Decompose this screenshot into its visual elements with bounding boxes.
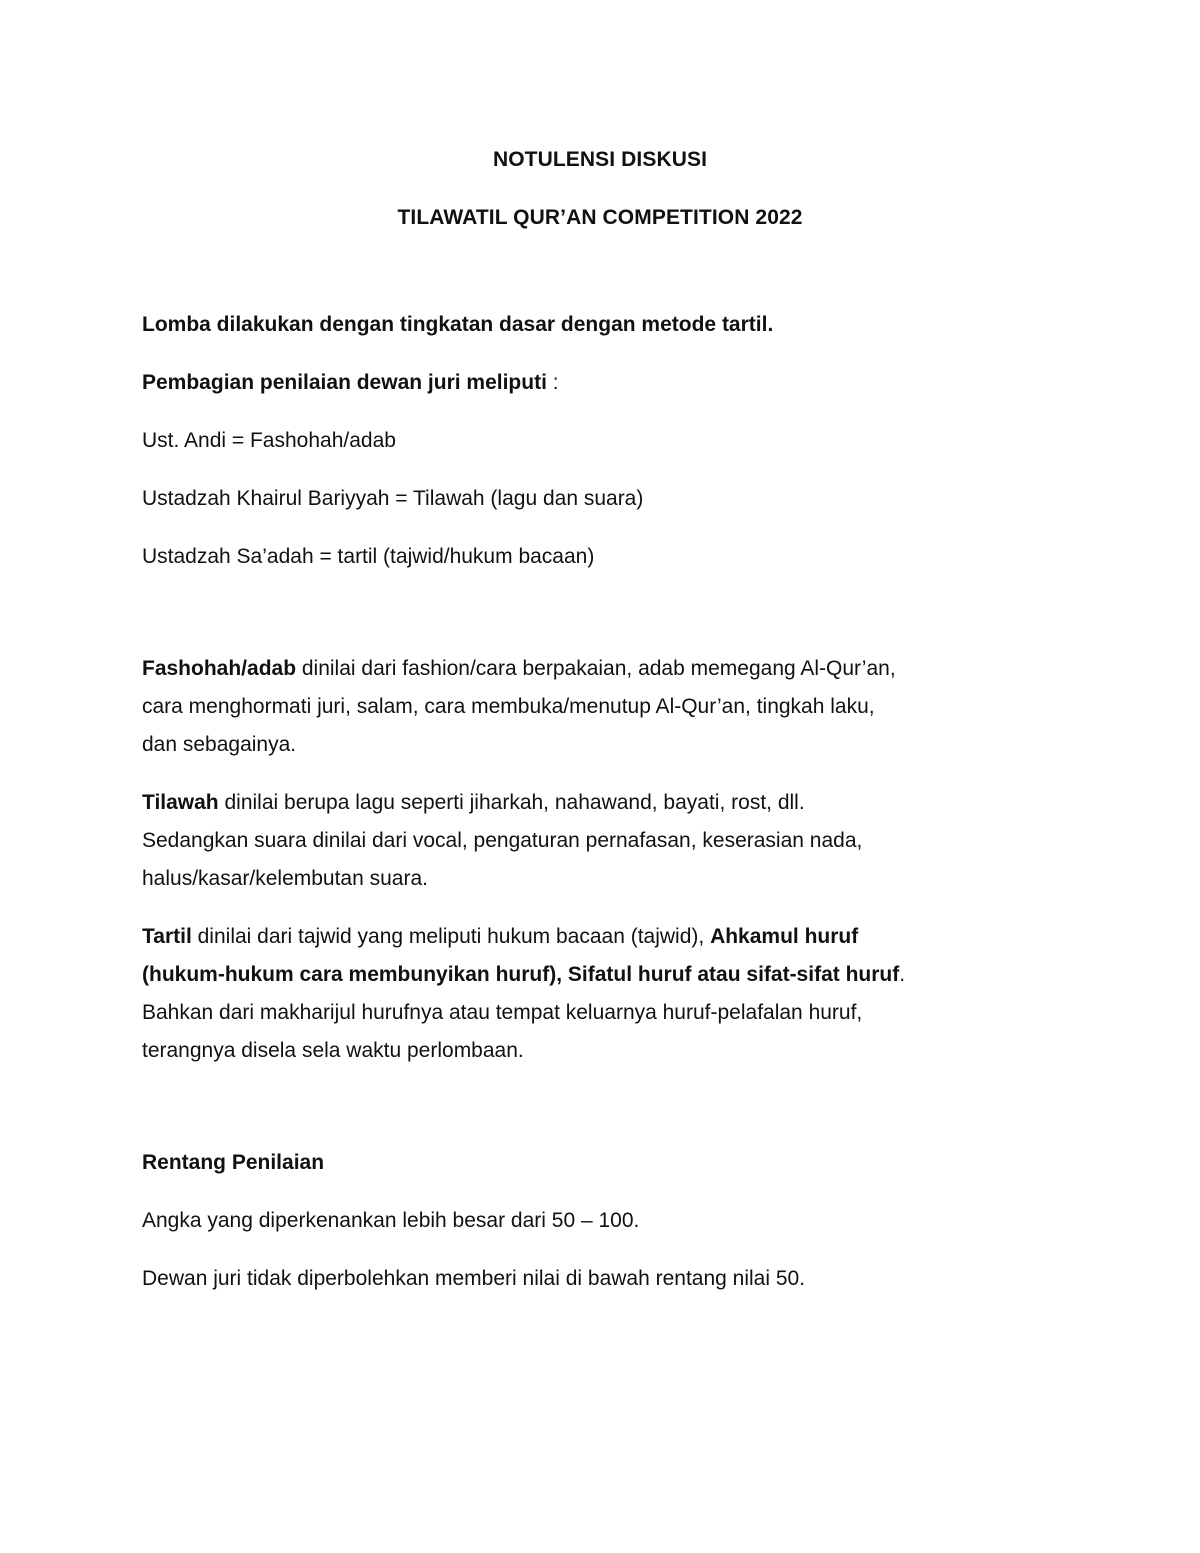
judge-item-3: Ustadzah Sa’adah = tartil (tajwid/hukum bacaan) <box>142 545 595 568</box>
fashohah-line-1-rest: dinilai dari fashion/cara berpakaian, adab memegang Al-Qur’an, <box>296 657 896 680</box>
document-title: NOTULENSI DISKUSI <box>492 148 708 171</box>
tartil-line-2 <box>142 956 1062 994</box>
tartil-line-4: terangnya disela sela waktu perlombaan. <box>142 1039 524 1062</box>
tilawah-term: Tilawah <box>142 791 219 814</box>
intro-line-2 <box>142 364 1062 402</box>
tilawah-paragraph <box>142 784 1062 898</box>
tilawah-line-3: halus/kasar/kelembutan suara. <box>142 867 428 890</box>
fashohah-line-1 <box>142 650 1062 688</box>
tilawah-line-1 <box>142 784 1062 822</box>
document-subtitle: TILAWATIL QUR’AN COMPETITION 2022 <box>397 206 803 229</box>
fashohah-term: Fashohah/adab <box>142 657 297 680</box>
tartil-line-3: Bahkan dari makharijul hurufnya atau tempat keluarnya huruf-pelafalan huruf, <box>142 1001 863 1024</box>
tartil-term: Tartil <box>142 925 192 948</box>
tartil-line-1-rest: dinilai dari tajwid yang meliputi hukum bacaan (tajwid), <box>191 925 711 948</box>
tartil-line-1-bold-end: Ahkamul huruf <box>710 925 859 948</box>
intro-line-2-rest: : <box>546 371 559 394</box>
fashohah-line-3: dan sebagainya. <box>142 733 297 756</box>
fashohah-paragraph <box>142 650 1062 764</box>
rentang-heading: Rentang Penilaian <box>142 1151 325 1174</box>
tartil-paragraph <box>142 918 1062 1070</box>
tartil-line-2-rest: . <box>899 963 906 986</box>
intro-line-1: Lomba dilakukan dengan tingkatan dasar dengan metode tartil. <box>142 313 774 336</box>
judge-item-2: Ustadzah Khairul Bariyyah = Tilawah (lagu dan suara) <box>142 487 644 510</box>
tilawah-line-2: Sedangkan suara dinilai dari vocal, pengaturan pernafasan, keserasian nada, <box>142 829 863 852</box>
rentang-line-1: Angka yang diperkenankan lebih besar dari 50 – 100. <box>142 1209 640 1232</box>
rentang-line-2: Dewan juri tidak diperbolehkan memberi nilai di bawah rentang nilai 50. <box>142 1267 806 1290</box>
intro-line-2-bold: Pembagian penilaian dewan juri meliputi <box>142 371 547 394</box>
document-content <box>142 146 1062 1318</box>
fashohah-line-2: cara menghormati juri, salam, cara membuka/menutup Al-Qur’an, tingkah laku, <box>142 695 875 718</box>
judge-item-1: Ust. Andi = Fashohah/adab <box>142 429 396 452</box>
title-block <box>142 146 1058 232</box>
tilawah-line-1-rest: dinilai berupa lagu seperti jiharkah, nahawand, bayati, rost, dll. <box>218 791 805 814</box>
tartil-line-2-bold: (hukum-hukum cara membunyikan huruf), Sifatul huruf atau sifat-sifat huruf <box>142 963 900 986</box>
tartil-line-1 <box>142 918 1062 956</box>
